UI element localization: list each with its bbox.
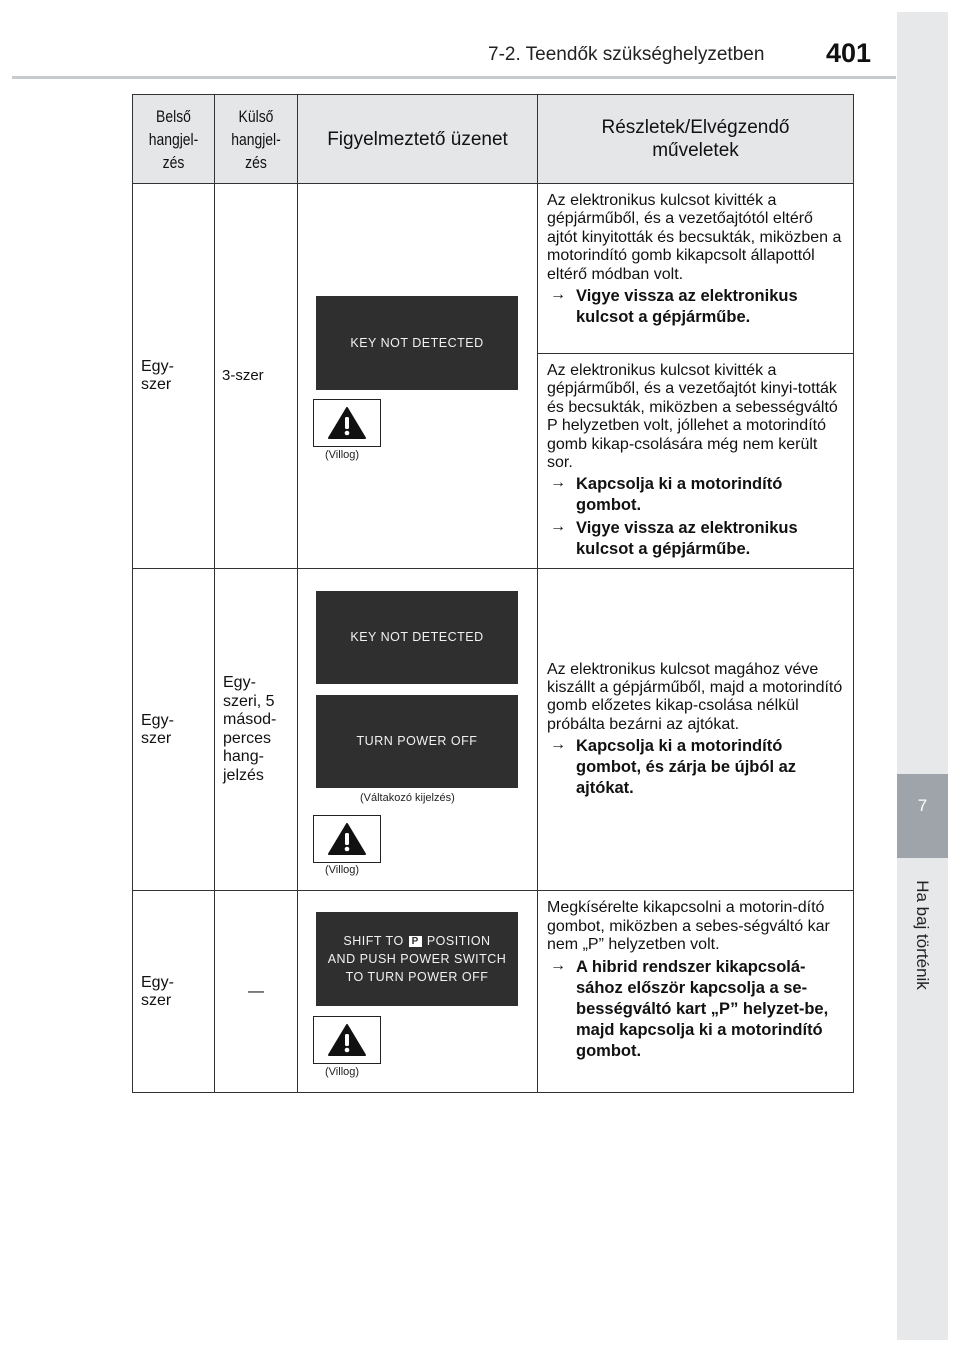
detail-cell [538,569,854,891]
detail-text: Az elektronikus kulcsot kivitték a gépjárműből, és a vezetőajtót kinyi-tották és becsukták, miközben a sebességváltó P helyzetben volt, jóllehet a motorindító gomb kikap-csolására még nem került sor. [547,362,838,472]
detail-text: Az elektronikus kulcsot kivitték a gépjárműből, és a vezetőajtótól eltérő ajtót kinyitották és becsukták, miközben a motorindító gomb kikapcsolt állapottól eltérő módban volt. [547,192,842,283]
header-details: Részletek/Elvégzendő műveletek [538,95,854,184]
chapter-tab-highlight [897,774,948,858]
warning-triangle-icon [327,406,367,440]
display-turn-power-off: TURN POWER OFF [316,695,518,788]
warning-message-cell [298,184,538,569]
detail-text: Az elektronikus kulcsot magához véve kiszállt a gépjárműből, majd a motorindító gomb előzetes kikap-csolása nélkül próbálta bezárni az ajtókat. [547,660,843,733]
display-shift-to-p: SHIFT TO P POSITION AND PUSH POWER SWITCH TO TURN POWER OFF [316,912,518,1006]
arrow-icon: → [550,518,566,536]
external-buzzer-cell: — [215,891,298,1093]
header-internal-buzzer: Belső hangjel- zés [133,95,215,184]
warning-message-cell [298,891,538,1093]
external-buzzer-cell: Egy- szeri, 5 másod- perces hang- jelzés [215,569,298,891]
detail-cell [538,891,854,1093]
flashing-caption: (Villog) [325,449,360,461]
table-row [133,569,854,891]
detail-text: Megkísérelte kikapcsolni a motorin-dító gombot, miközben a sebes-ségváltó kar nem „P” helyzetben volt. [547,899,830,954]
action-item: → Kapcsolja ki a motorindító gombot. [547,474,845,516]
warning-light-box [313,399,381,447]
header-warning-message: Figyelmeztető üzenet [298,95,538,184]
warning-triangle-icon [327,822,367,856]
alternating-caption: (Váltakozó kijelzés) [360,792,455,805]
warning-message-table [132,94,854,1093]
internal-buzzer-cell: Egy- szer [133,569,215,891]
internal-buzzer-cell: Egy- szer [133,891,215,1093]
header-divider [12,76,896,79]
header-external-buzzer: Külső hangjel- zés [215,95,298,184]
arrow-icon: → [550,736,566,754]
display-key-not-detected: KEY NOT DETECTED [316,296,518,390]
chapter-number: 7 [917,796,928,815]
action-item: → A hibrid rendszer kikapcsolá-sához először kapcsolja a se-bességváltó kart „P” helyzet-be, majd kapcsolja ki a motorindító gombot. [547,957,845,1062]
warning-triangle-icon [327,1023,367,1057]
detail-cell [538,354,854,569]
page-number: 401 [826,38,872,68]
section-title: 7-2. Teendők szükséghelyzetben [488,44,765,65]
side-tab [897,12,948,1340]
table-row [133,891,854,1093]
warning-message-cell [298,569,538,891]
arrow-icon: → [550,956,566,974]
table-row [133,184,854,354]
warning-light-box [313,815,381,863]
internal-buzzer-cell: Egy- szer [133,184,215,569]
detail-cell [538,184,854,354]
flashing-caption: (Villog) [325,864,360,877]
p-position-icon: P [409,936,422,947]
arrow-icon: → [550,474,566,492]
display-key-not-detected: KEY NOT DETECTED [316,591,518,684]
action-item: → Kapcsolja ki a motorindító gombot, és zárja be újból az ajtókat. [547,736,845,799]
chapter-name: Ha baj történik [913,880,932,990]
flashing-caption: (Villog) [325,1066,360,1079]
arrow-icon: → [550,286,566,304]
external-buzzer-cell: 3-szer [215,184,298,569]
warning-light-box [313,1016,381,1064]
action-item: → Vigye vissza az elektronikus kulcsot a gépjárműbe. [547,518,845,560]
table-header-row [133,95,854,184]
action-item: → Vigye vissza az elektronikus kulcsot a gépjárműbe. [547,286,845,328]
